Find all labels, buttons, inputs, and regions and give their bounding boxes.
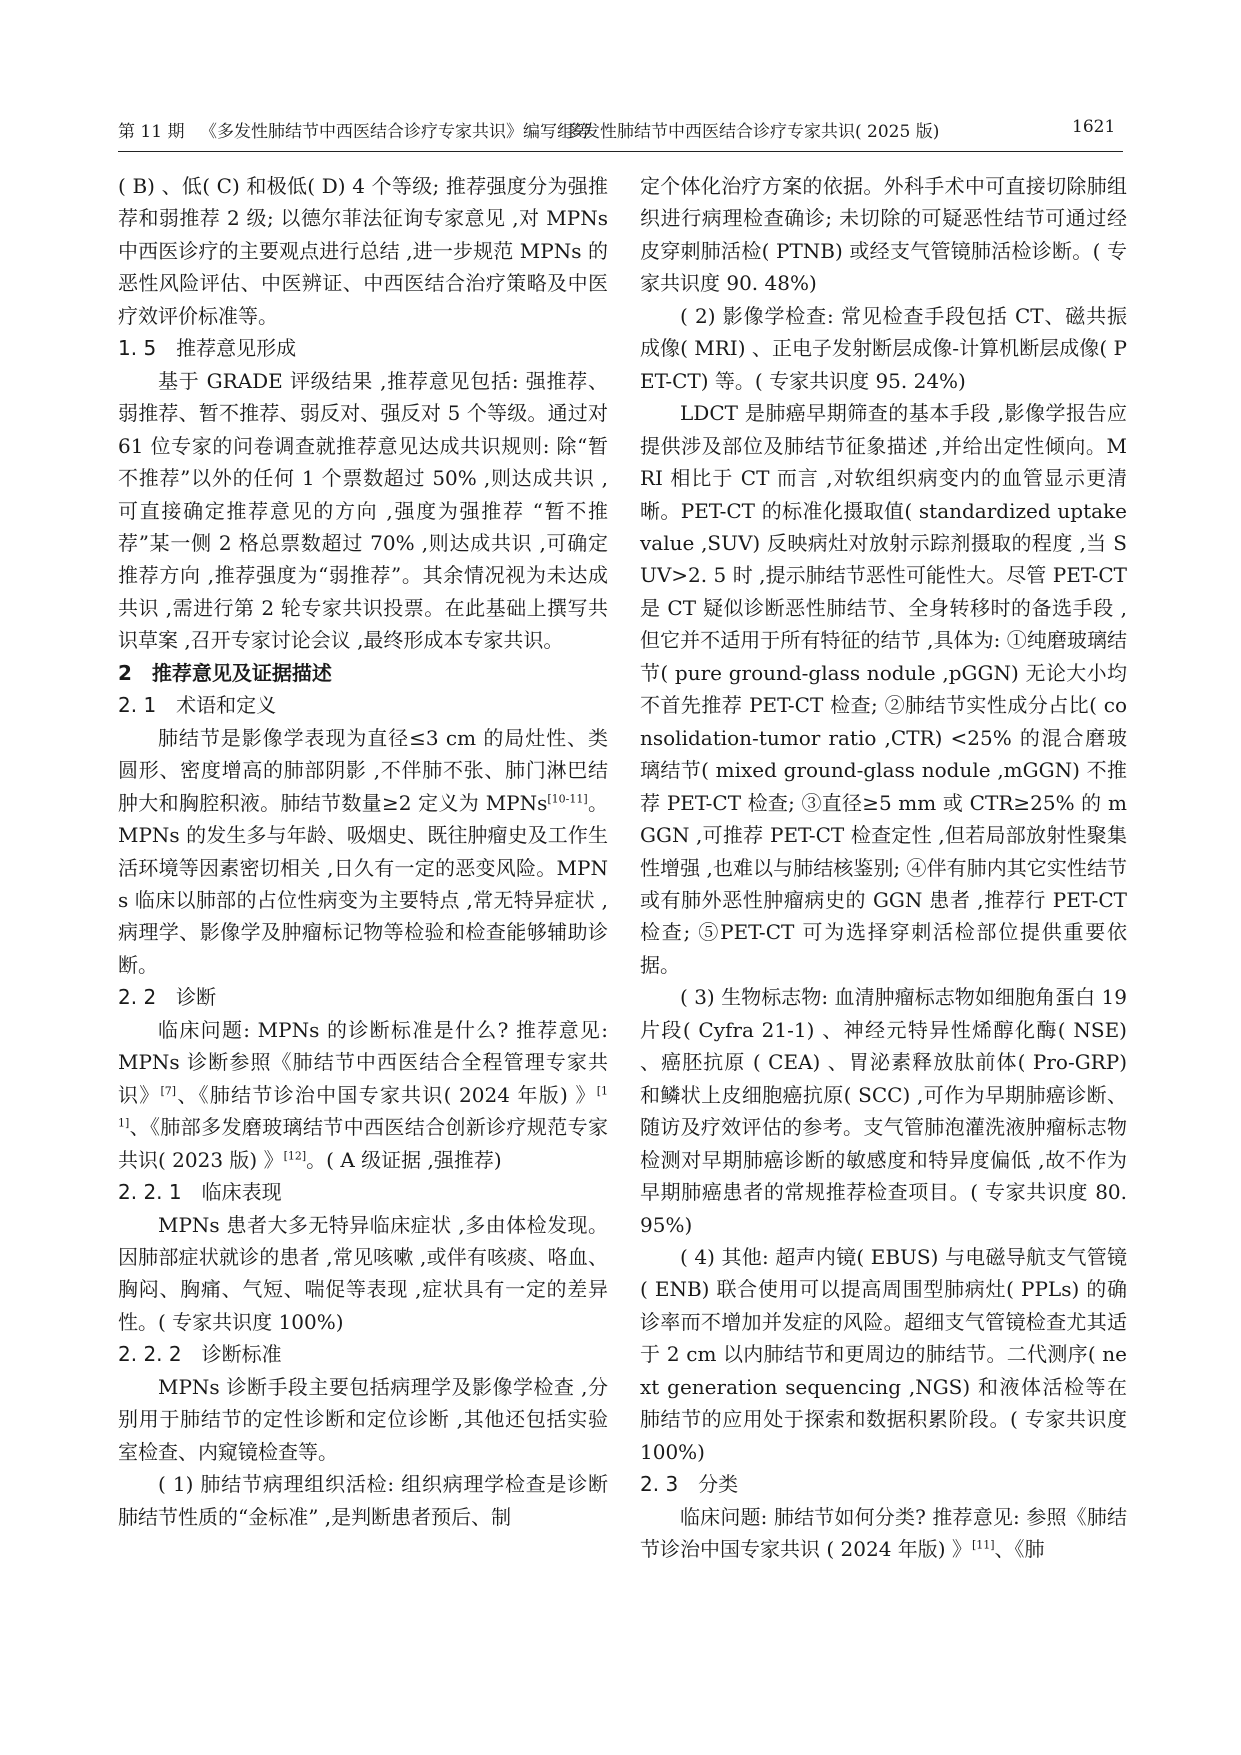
body-paragraph [118,1371,608,1468]
paragraph-text: ( 3) 生物标志物: 血清肿瘤标志物如细胞角蛋白 19 片段( Cyfra 21-1) 、神经元特异性烯醇化酶( NSE) 、癌胚抗原 ( CEA) 、胃泌素释放肽前体( Pro-GRP) 和鳞状上皮细胞癌抗原( SCC) ,可作为早期肺癌诊断、随访及疗效评估的参考。支气管肺泡灌洗液肿瘤标志物检测对早期肺癌诊断的敏感度和特异度偏低 ,故不作为早期肺癌患者的常规推荐检查项目。( 专家共识度 80. 95%) [640,985,1127,1237]
body-paragraph [118,1209,608,1339]
paragraph-text: 2. 2 诊断 [118,985,217,1010]
subsection-heading [118,981,608,1013]
body-paragraph [640,300,1127,397]
paragraph-text: 。( A 级证据 ,强推荐) [306,1147,502,1172]
subsection-heading [118,689,608,721]
subsection-heading [118,332,608,364]
paragraph-text: LDCT 是肺癌早期筛查的基本手段 ,影像学报告应提供涉及部位及肺结节征象描述 ,并给出定性倾向。MRI 相比于 CT 而言 ,对软组织病变内的血管显示更清晰。PET-CT 的标准化摄取值( standardized uptake value ,SUV) 反映病灶对放射示踪剂摄取的程度 ,当 SUV>2. 5 时 ,提示肺结节恶性可能性大。尽管 PET-CT 是 CT 疑似诊断恶性肺结节、全身转移时的备选手段 ,但它并不适用于所有特征的结节 ,具体为: ①纯磨玻璃结节( pure ground-glass nodule ,pGGN) 无论大小均不首先推荐 PET-CT 检查; ②肺结节实性成分占比( consolidation-tumor ratio ,CTR) <25% 的混合磨玻璃结节( mixed ground-glass nodule ,mGGN) 不推荐 PET-CT 检查; ③直径≥5 mm 或 CTR≥25% 的 mGGN ,可推荐 PET-CT 检查定性 ,但若局部放射性聚集性增强 ,也难以与肺结核鉴别; ④伴有肺内其它实性结节或有肺外恶性肿瘤病史的 GGN 患者 ,推荐行 PET-CT 检查; ⑤PET-CT 可为选择穿刺活检部位提供重要依据。 [640,401,1127,977]
paragraph-text: MPNs 患者大多无特异临床症状 ,多由体检发现。因肺部症状就诊的患者 ,常见咳嗽 ,或伴有咳痰、咯血、胸闷、胸痛、气短、喘促等表现 ,症状具有一定的差异性。( 专家共识度 100%) [118,1212,608,1334]
header-authors: 《多发性肺结节中西医结合诊疗专家共识》编写组等 [200,122,591,142]
paragraph-text: ( 1) 肺结节病理组织活检: 组织病理学检查是诊断肺结节性质的“金标准” ,是判断患者预后、制 [118,1472,608,1529]
paragraph-text: 肺结节是影像学表现为直径≤3 cm 的局灶性、类圆形、密度增高的肺部阴影 ,不伴肺不张、肺门淋巴结肿大和胸腔积液。肺结节数量≥2 定义为 MPNs [118,725,608,815]
citation-ref: [7] [160,1084,177,1098]
body-paragraph [640,1241,1127,1468]
paragraph-text: ( B) 、低( C) 和极低( D) 4 个等级; 推荐强度分为强推荐和弱推荐 2 级; 以德尔菲法征询专家意见 ,对 MPNs 中西医诊疗的主要观点进行总结 ,进一步规范 MPNs 的恶性风险评估、中医辨证、中西医结合治疗策略及中医疗效评价标准等。 [118,174,608,328]
running-header [118,117,1123,151]
header-rule [118,151,1123,152]
paragraph-text: 1. 5 推荐意见形成 [118,336,297,361]
paragraph-text: 、《肺 [994,1537,1045,1562]
subsection-heading [118,1176,608,1208]
header-title: 多发性肺结节中西医结合诊疗专家共识( 2025 版) [566,122,940,142]
citation-ref: [12] [283,1148,307,1162]
citation-ref: [11] [118,1084,609,1130]
paragraph-text: 2. 1 术语和定义 [118,693,277,718]
citation-ref: [10-11] [547,791,588,805]
paragraph-text: 基于 GRADE 评级结果 ,推荐意见包括: 强推荐、弱推荐、暂不推荐、弱反对、强反对 5 个等级。通过对 61 位专家的问卷调查就推荐意见达成共识规则: 除“暂不推荐”以外的任何 1 个票数超过 50% ,则达成共识 ,可直接确定推荐意见的方向 ,强度为强推荐 “暂不推荐”某一侧 2 格总票数超过 70% ,则达成共识 ,可确定推荐方向 ,推荐强度为“弱推荐”。其余情况视为未达成共识 ,需进行第 2 轮专家共识投票。在此基础上撰写共识草案 ,召开专家讨论会议 ,最终形成本专家共识。 [118,368,608,653]
left-column [118,170,608,1533]
body-paragraph [118,1014,608,1176]
right-column [640,170,1127,1565]
paragraph-text: 临床问题: 肺结节如何分类? 推荐意见: 参照《肺结节诊治中国专家共识 ( 2024 年版) 》 [640,1504,1127,1562]
paragraph-text: ( 4) 其他: 超声内镜( EBUS) 与电磁导航支气管镜( ENB) 联合使用可以提高周围型肺病灶( PPLs) 的确诊率而不增加并发症的风险。超细支气管镜检查尤其适于 2 cm 以内肺结节和更周边的肺结节。二代测序( next generation sequencing ,NGS) 和液体活检等在肺结节的应用处于探索和数据积累阶段。( 专家共识度 100%) [640,1244,1127,1464]
paragraph-text: 2. 3 分类 [640,1472,739,1497]
paragraph-text: ( 2) 影像学检查: 常见检查手段包括 CT、磁共振成像( MRI) 、正电子发射断层成像-计算机断层成像( PET-CT) 等。( 专家共识度 95. 24%) [640,303,1127,393]
section-heading [118,657,608,689]
paragraph-text: 定个体化治疗方案的依据。外科手术中可直接切除肺组织进行病理检查确诊; 未切除的可疑恶性结节可通过经皮穿刺肺活检( PTNB) 或经支气管镜肺活检诊断。( 专家共识度 90. 48%) [640,174,1127,296]
issue-number: 第 11 期 [118,122,185,142]
paragraph-text: 临床问题: MPNs 的诊断标准是什么? 推荐意见: MPNs 诊断参照《肺结节中西医结合全程管理专家共识》 [118,1017,608,1107]
paragraph-text: 2 推荐意见及证据描述 [118,660,332,685]
paragraph-text: 2. 2. 1 临床表现 [118,1180,282,1205]
body-paragraph [118,170,608,332]
paragraph-text: 。MPNs 的发生多与年龄、吸烟史、既往肿瘤史及工作生活环境等因素密切相关 ,日久有一定的恶变风险。MPNs 临床以肺部的占位性病变为主要特点 ,常无特异症状 ,病理学、影像学及肿瘤标记物等检验和检查能够辅助诊断。 [118,790,608,977]
body-paragraph [640,1501,1127,1566]
paragraph-text: 、《肺部多发磨玻璃结节中西医结合创新诊疗规范专家共识( 2023 版) 》 [118,1115,608,1172]
body-paragraph [640,397,1127,981]
subsection-heading [640,1468,1127,1500]
body-paragraph [118,722,608,982]
subsection-heading [118,1338,608,1370]
citation-ref: [11] [971,1538,995,1552]
body-paragraph [118,365,608,657]
body-paragraph [640,170,1127,300]
body-paragraph [118,1468,608,1533]
paragraph-text: 、《肺结节诊治中国专家共识( 2024 年版) 》 [176,1082,597,1107]
paragraph-text: 2. 2. 2 诊断标准 [118,1342,282,1367]
page-number: 1621 [1072,117,1116,137]
paragraph-text: MPNs 诊断手段主要包括病理学及影像学检查 ,分别用于肺结节的定性诊断和定位诊断 ,其他还包括实验室检查、内窥镜检查等。 [118,1374,608,1464]
body-paragraph [640,981,1127,1241]
